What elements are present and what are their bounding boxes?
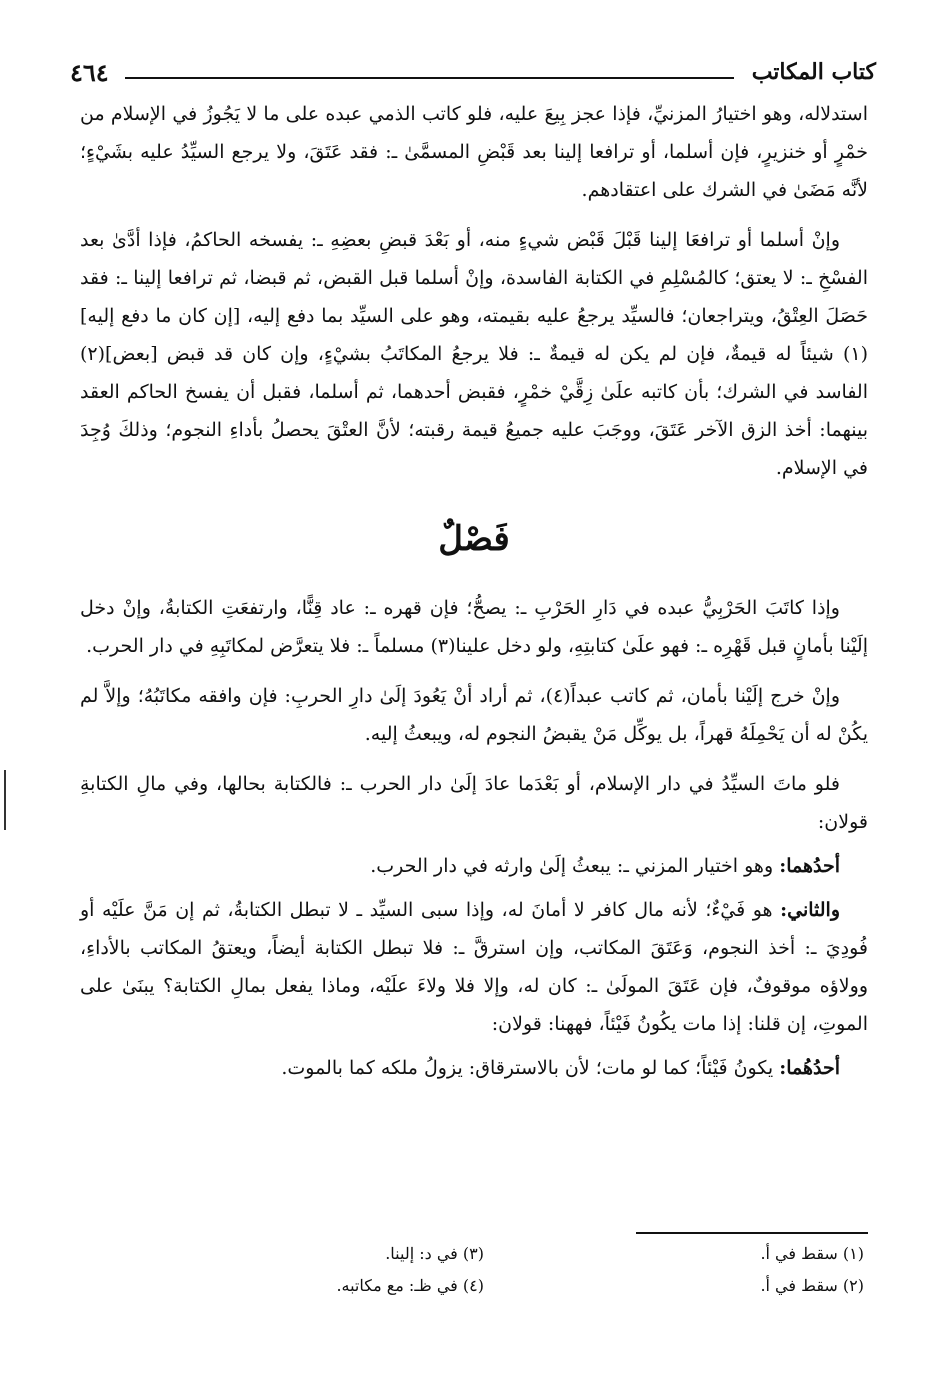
- footnote-text: في ظـ: مع مكاتبه.: [336, 1276, 458, 1295]
- footnote-1: [484, 1238, 864, 1270]
- footnote-3: [104, 1238, 484, 1270]
- footnote-4: [104, 1270, 484, 1302]
- footnotes: [80, 1238, 864, 1302]
- paragraph-5: فلو ماتَ السيِّدُ في دار الإسلام، أو بَعْدَما عادَ إلَىٰ دار الحرب ـ: فالكتابة بحالها، وفي مالِ الكتابةِ قولان:: [80, 773, 868, 833]
- footnote-rule: [636, 1232, 868, 1234]
- footnote-text: سقط في أ.: [760, 1244, 838, 1263]
- book-title: كتاب المكاتب: [751, 59, 876, 85]
- page-number: ٤٦٤: [70, 57, 109, 87]
- paragraph-4: وإنْ خرج إلَيْنا بأمان، ثم كاتب عبداً(٤)، ثم أراد أنْ يَعُودَ إلَىٰ دارِ الحربِ: فإن وافقه مكاتَبُهُ؛ وإلاَّ لم يكُنْ له أن يَحْمِلَهُ قهراً، بل يوكِّل مَنْ يقبضُ النجوم له، ويبعثُ إليه.: [80, 685, 868, 745]
- page-body: [80, 95, 868, 1093]
- opinion-two-lead: والثاني:: [780, 899, 841, 921]
- footnote-number: (٤): [462, 1276, 484, 1295]
- opinion-one-lead: أحدُهما:: [779, 855, 840, 877]
- footnote-number: (١): [842, 1244, 864, 1263]
- footnote-2: [484, 1270, 864, 1302]
- section-title: فَصْلٌ: [438, 519, 510, 559]
- page-header: [70, 52, 876, 92]
- paragraph-1: استدلاله، وهو اختيارُ المزنيِّ، فإذا عجز بِيعَ عليه، فلو كاتب الذمي عبده على ما لا يَجُوزُ في الإسلام من خمْرٍ أو خنزيرٍ، فإن أسلما، أو ترافعا إلينا بعد قَبْضِ المسمَّىٰ ـ: فقد عَتَقَ، ولا يرجع السيِّدُ عليه بشَيْءٍ؛ لأنَّه مَضَىٰ في الشرك على اعتقادهم.: [80, 103, 868, 201]
- opinion-one: [80, 847, 868, 885]
- footnote-row: [80, 1238, 864, 1270]
- opinion-one-text: وهو اختيار المزني ـ: يبعثُ إلَىٰ وارثه في دار الحرب.: [370, 855, 774, 877]
- footnote-row: [80, 1270, 864, 1302]
- header-rule: [125, 77, 734, 79]
- scan-margin-mark: [4, 770, 6, 830]
- opinion-two-text: هو فَيْءٌ؛ لأنه مال كافر لا أمانَ له، وإذا سبى السيِّد ـ لا تبطل الكتابةُ، ثم إن مَنَّ علَيْه أو فُودِيَ ـ: أخذ النجوم، وَعَتَقَ المكاتب، وإن استرقَّ ـ: فلا تبطل الكتابة أيضاً، ويعتقُ المكاتب بالأداءِ، وولاؤه موقوفٌ، فإن عَتَقَ المولَىٰ ـ: كان له، وإلا فلا ولاءَ علَيْه، وماذا يفعل بمالِ الكتابة؟ يبنَىٰ على الموتِ، إن قلنا: إذا مات يكُونُ فَيْئاً، فههنا: قولان:: [80, 899, 868, 1035]
- footnote-text: في د: إلينا.: [385, 1244, 458, 1263]
- footnote-number: (٢): [842, 1276, 864, 1295]
- footnote-text: سقط في أ.: [760, 1276, 838, 1295]
- opinion-three: [80, 1049, 868, 1087]
- footnote-number: (٣): [462, 1244, 484, 1263]
- paragraph-2: وإنْ أسلما أو ترافعَا إلينا قَبْلَ قَبْض شيءٍ منه، أو بَعْدَ قبضِ بعضِهِ ـ: يفسخه الحاكمُ، فإذا أدَّىٰ بعد الفسْخِ ـ: لا يعتق؛ كالمُسْلِمِ في الكتابة الفاسدة، وإنْ أسلما قبل القبض، ثم قبضا، ثم ترافعا إلينا ـ: فقد حَصَلَ العِتْقُ، ويتراجعان؛ فالسيِّد يرجعُ عليه بقيمته، وهو على السيِّد بما دفع إليه، [إن كان ما دفع إليه](١) شيئاً له قيمةٌ، فإن لم يكن له قيمةٌ ـ: فلا يرجعُ المكاتَبُ بشيْءٍ، وإن كان قد قبض [بعض](٢) الفاسد في الشرك؛ بأن كاتبه علَىٰ زِقَّيْ خمْرٍ، فقبض أحدهما، ثم أسلما، فقبل أن يفسخ الحاكم العقد بينهما: أخذ الزق الآخر عَتَقَ، ووجَبَ عليه جميعُ قيمة رقبته؛ لأنَّ العتْقَ يحصلُ بأداءِ النجوم؛ وذلكَ وُجِدَ في الإسلام.: [80, 229, 868, 479]
- paragraph-3: وإذا كاتَبَ الحَرْبِيُّ عبده في دَارِ الحَرْبِ ـ: يصحُّ؛ فإن قهره ـ: عاد قِنًّا، وارتفعَتِ الكتابةُ، وإنْ دخل إلَيْنا بأمانٍ قبل قَهْرِه ـ: فهو علَىٰ كتابتِهِ، ولو دخل علينا(٣) مسلماً ـ: فلا يتعرَّض لمكاتَبِهِ في دار الحرب.: [80, 597, 868, 657]
- opinion-three-lead: أحدُهُما:: [779, 1057, 840, 1079]
- opinion-three-text: يكونُ فَيْئاً؛ كما لو مات؛ لأن بالاسترقاق: يزولُ ملكه كما بالموت.: [281, 1057, 774, 1079]
- opinion-two: [80, 891, 868, 1043]
